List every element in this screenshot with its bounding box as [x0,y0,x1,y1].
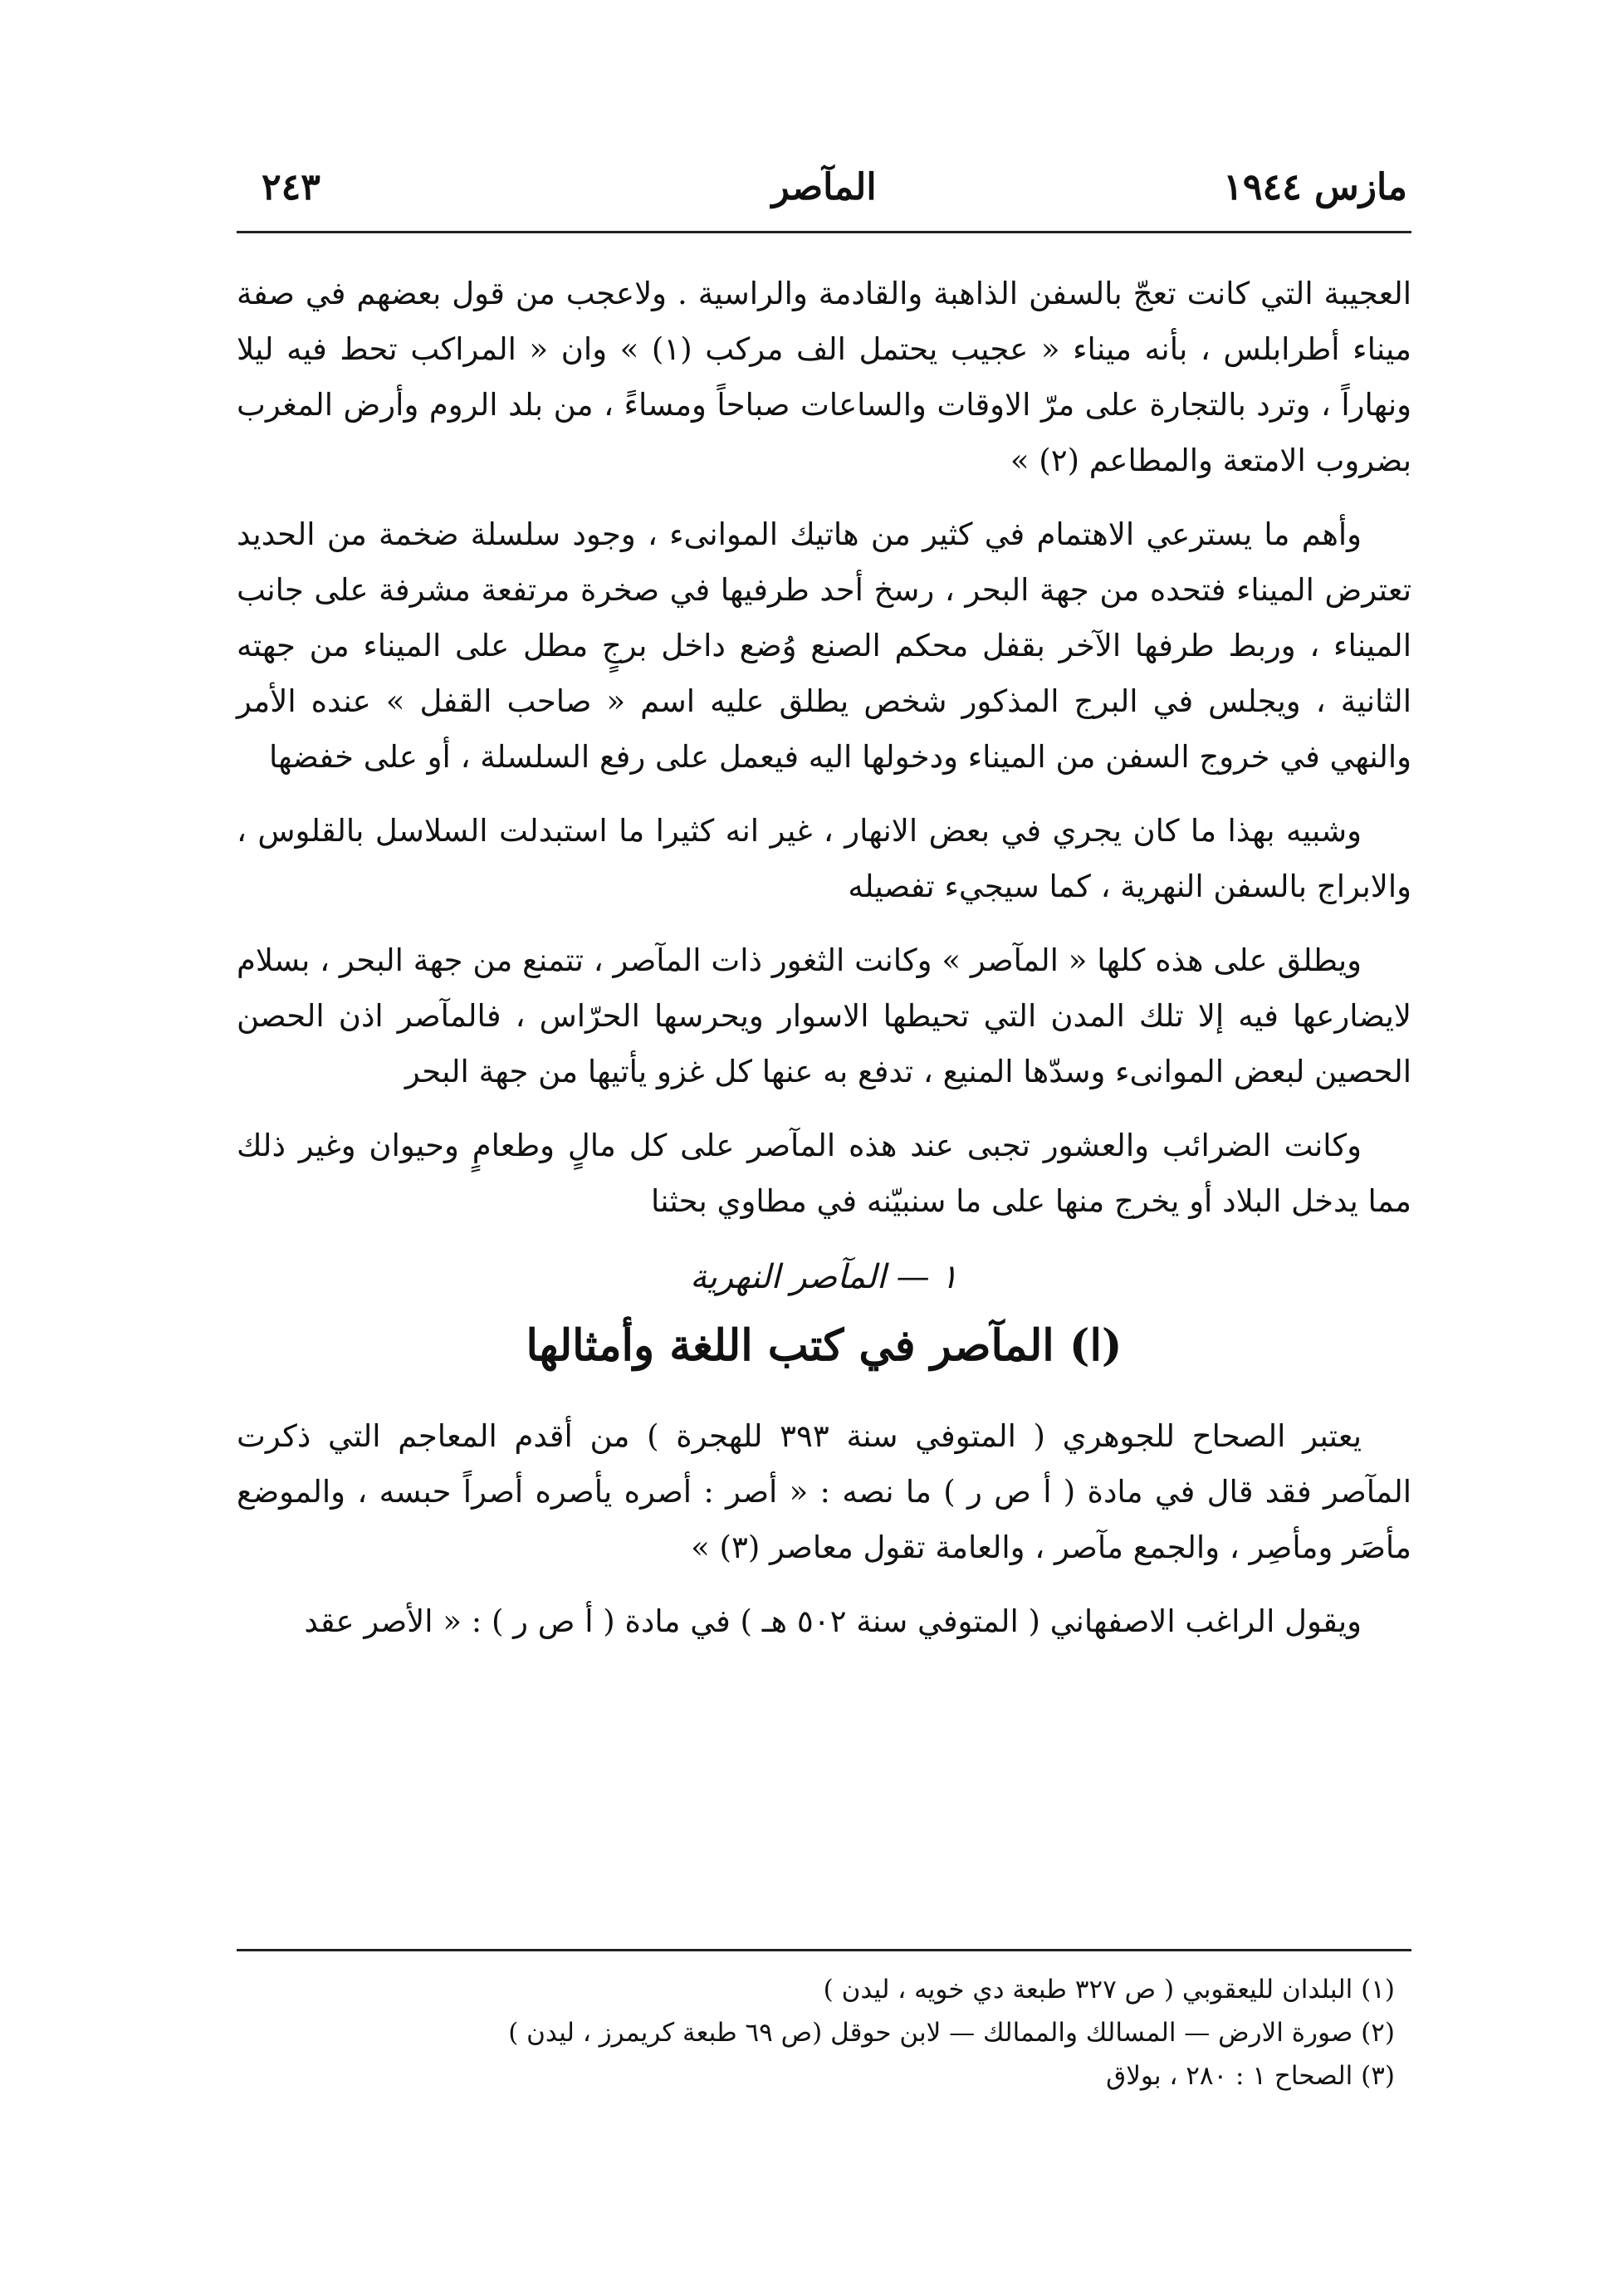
footnote-1: (١) البلدان لليعقوبي ( ص ٣٢٧ طبعة دي خويه ، ليدن ) [823,1975,1395,2005]
paragraph-6: يعتبر الصحاح للجوهري ( المتوفي سنة ٣٩٣ للهجرة ) من أقدم المعاجم التي ذكرت المآصر فقد قال في مادة ( أ ص ر ) ما نصه : « أصر : أصره يأصره أصراً حبسه ، والموضع مأصَر ومأصِر ، والجمع مآصر ، والعامة تقول معاصر (٣) » [237,1418,1411,1565]
footnote-rule [237,1949,1411,1951]
subsection-heading: (ا) المآصر في كتب اللغة وأمثالها [526,1320,1123,1371]
document-page [237,141,1411,2176]
section-heading: ١ — المآصر النهرية [690,1258,958,1296]
page-number: ٢٤٣ [262,166,320,208]
paragraph-1: العجيبة التي كانت تعجّ بالسفن الذاهبة والقادمة والراسية . ولاعجب من قول بعضهم في صفة ميناء أطرابلس ، بأنه ميناء « عجيب يحتمل الف مركب (١) » وان « المراكب تحط فيه ليلا ونهاراً ، وترد بالتجارة على مرّ الاوقات والساعات صباحاً ومساءً ، من بلد الروم وأرض المغرب بضروب الامتعة والمطاعم (٢) » [237,276,1411,478]
footnote-3: (٣) الصحاح ١ : ٢٨٠ ، بولاق [1106,2061,1395,2091]
paragraph-4: ويطلق على هذه كلها « المآصر » وكانت الثغور ذات المآصر ، تتمنع من جهة البحر ، بسلام لايضارعها فيه إلا تلك المدن التي تحيطها الاسوار ويحرسها الحرّاس ، فالمآصر اذن الحصن الحصين لبعض الموانىء وسدّها المنيع ، تدفع به عنها كل غزو يأتيها من جهة البحر [237,942,1411,1089]
paragraph-3: وشبيه بهذا ما كان يجري في بعض الانهار ، غير انه كثيرا ما استبدلت السلاسل بالقلوس ، والابراج بالسفن النهرية ، كما سيجيء تفصيله [237,813,1411,904]
running-title: المآصر [771,166,877,208]
paragraph-5: وكانت الضرائب والعشور تجبى عند هذه المآصر على كل مالٍ وطعامٍ وحيوان وغير ذلك مما يدخل البلاد أو يخرج منها على ما سنبيّنه في مطاوي بحثنا [237,1128,1411,1219]
footnote-2: (٢) صورة الارض — المسالك والممالك — لابن حوقل (ص ٦٩ طبعة كريمرز ، ليدن ) [508,2018,1395,2048]
paragraph-2: وأهم ما يسترعي الاهتمام في كثير من هاتيك الموانىء ، وجود سلسلة ضخمة من الحديد تعترض الميناء فتحده من جهة البحر ، رسخ أحد طرفيها في صخرة مرتفعة مشرفة على جانب الميناء ، وربط طرفها الآخر بقفل محكم الصنع وُضع داخل برجٍ مطل على الميناء من جهته الثانية ، ويجلس في البرج المذكور شخص يطلق عليه اسم « صاحب القفل » عنده الأمر والنهي في خروج السفن من الميناء ودخولها اليه فيعمل على رفع السلسلة ، أو على خفضها [237,516,1411,775]
header-rule [237,231,1411,233]
article-body [237,266,1411,1667]
paragraph-7: ويقول الراغب الاصفهاني ( المتوفي سنة ٥٠٢ هـ ) في مادة ( أ ص ر ) : « الأصر عقد [304,1603,1362,1639]
issue-date: مازس ١٩٤٤ [1223,166,1407,208]
page-header [237,158,1411,224]
footnotes [237,1968,1411,2098]
